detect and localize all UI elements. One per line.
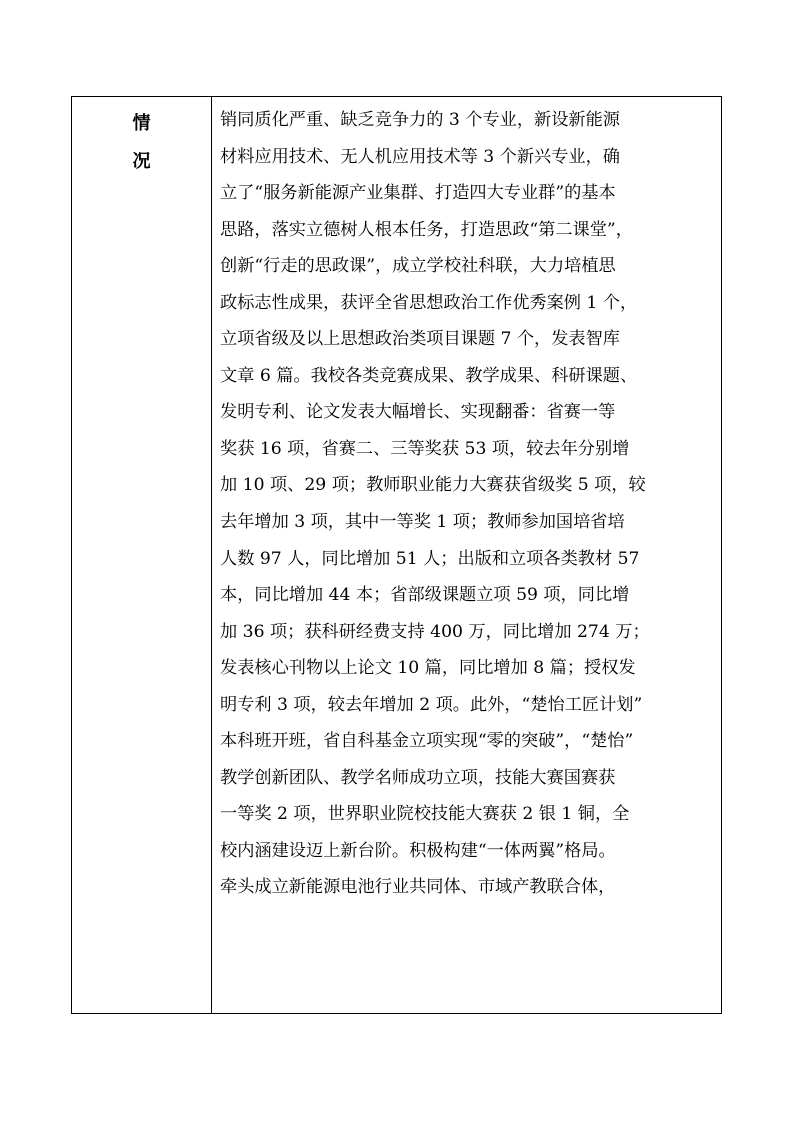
text-line: 加 10 项、29 项；教师职业能力大赛获省级奖 5 项，较 — [220, 475, 646, 496]
text-line: 去年增加 3 项，其中一等奖 1 项；教师参加国培省培 — [220, 512, 625, 533]
text-line: 本科班开班，省自科基金立项实现“零的突破”，“楚怡” — [220, 731, 634, 752]
text-line: 创新“行走的思政课”，成立学校社科联，大力培植思 — [220, 256, 616, 277]
text-line: 奖获 16 项，省赛二、三等奖获 53 项，较去年分别增 — [220, 438, 630, 459]
row-label-char-1: 情 — [132, 113, 151, 134]
text-line: 立项省级及以上思想政治类项目课题 7 个，发表智库 — [220, 329, 620, 350]
text-line: 本，同比增加 44 本；省部级课题立项 59 项，同比增 — [220, 585, 630, 606]
content-cell — [212, 97, 721, 1013]
row-label-char-2: 况 — [132, 151, 151, 172]
text-line: 立了“服务新能源产业集群、打造四大专业群”的基本 — [220, 183, 616, 204]
text-line: 一等奖 2 项，世界职业院校技能大赛获 2 银 1 铜，全 — [220, 804, 630, 825]
text-line: 加 36 项；获科研经费支持 400 万，同比增加 274 万； — [220, 621, 650, 642]
text-line: 教学创新团队、教学名师成功立项，技能大赛国赛获 — [220, 767, 616, 788]
text-line: 牵头成立新能源电池行业共同体、市域产教联合体， — [220, 877, 616, 898]
text-line: 人数 97 人，同比增加 51 人；出版和立项各类教材 57 — [220, 548, 640, 569]
text-line: 发表核心刊物以上论文 10 篇，同比增加 8 篇；授权发 — [220, 658, 636, 679]
text-line: 材料应用技术、无人机应用技术等 3 个新兴专业，确 — [220, 146, 620, 167]
text-line: 思路，落实立德树人根本任务，打造思政“第二课堂”， — [220, 219, 633, 240]
text-line: 销同质化严重、缺乏竞争力的 3 个专业，新设新能源 — [220, 110, 620, 130]
row-label-cell — [72, 97, 212, 1013]
document-table — [71, 96, 722, 1014]
text-line: 明专利 3 项，较去年增加 2 项。此外，“楚怡工匠计划” — [220, 694, 643, 715]
text-line: 发明专利、论文发表大幅增长、实现翻番：省赛一等 — [220, 402, 616, 423]
text-line: 文章 6 篇。我校各类竞赛成果、教学成果、科研课题、 — [220, 365, 638, 386]
text-line: 校内涵建设迈上新台阶。积极构建“一体两翼”格局。 — [220, 840, 616, 861]
text-line: 政标志性成果，获评全省思想政治工作优秀案例 1 个， — [220, 292, 638, 313]
